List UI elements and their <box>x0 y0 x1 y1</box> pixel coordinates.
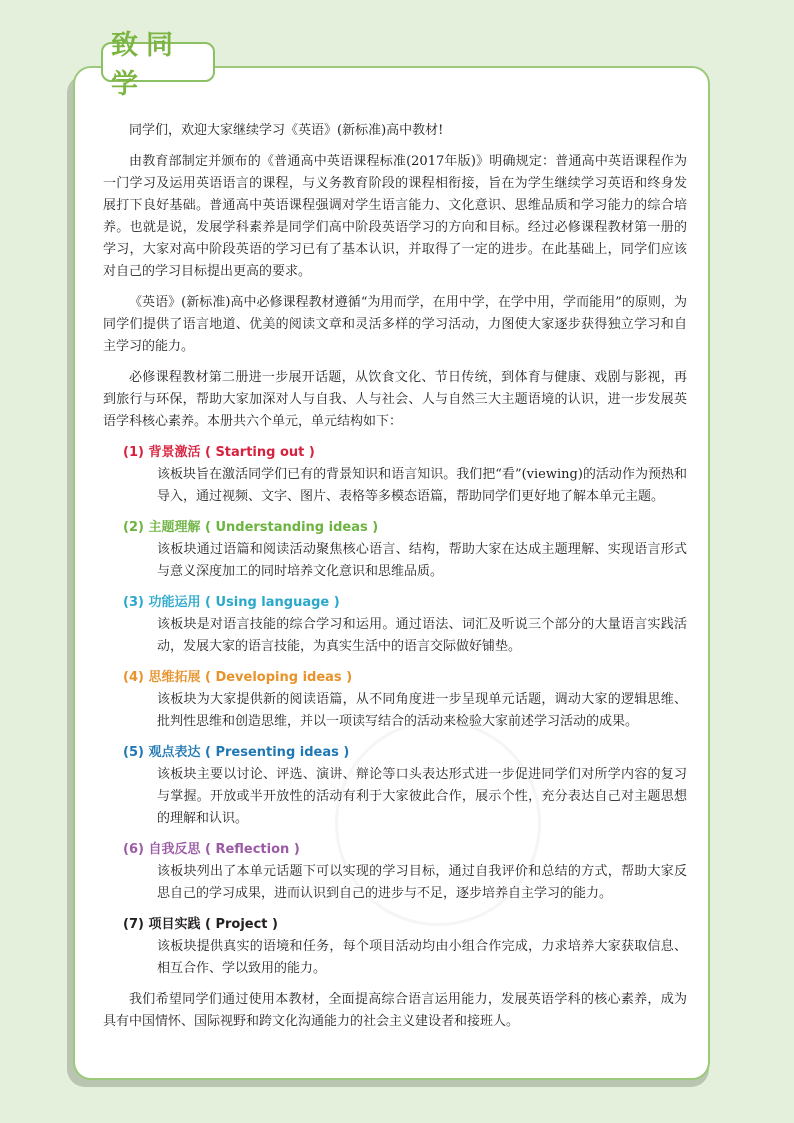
paragraph-textbook-principle: 《英语》(新标准)高中必修课程教材遵循“为用而学，在用中学，在学中用，学而能用”的原则，为同学们提供了语言地道、优美的阅读文章和灵活多样的学习活动，力图使大家逐步获得独立学习和自主学习的能力。 <box>103 295 687 354</box>
section-heading: (3) 功能运用 ( Using language ) <box>123 595 340 610</box>
section-description: 该板块通过语篇和阅读活动聚焦核心语言、结构，帮助大家在达成主题理解、实现语言形式与意义深度加工的同时培养文化意识和思维品质。 <box>157 542 687 579</box>
paragraph-curriculum-standard: 由教育部制定并颁布的《普通高中英语课程标准(2017年版)》明确规定：普通高中英语课程作为一门学习及运用英语语言的课程，与义务教育阶段的课程相衔接，旨在为学生继续学习英语和终身发展打下良好基础。普通高中英语课程强调对学生语言能力、文化意识、思维品质和学习能力的综合培养。也就是说，发展学科素养是同学们高中阶段英语学习的方向和目标。经过必修课程教材第一册的学习，大家对高中阶段英语的学习已有了基本认识，并取得了一定的进步。在此基础上，同学们应该对自己的学习目标提出更高的要求。 <box>103 154 687 279</box>
section-using-language <box>123 592 687 658</box>
section-description: 该板块是对语言技能的综合学习和运用。通过语法、词汇及听说三个部分的大量语言实践活动，发展大家的语言技能，为真实生活中的语言交际做好铺垫。 <box>157 617 687 654</box>
section-heading: (7) 项目实践 ( Project ) <box>123 917 278 932</box>
section-heading: (2) 主题理解 ( Understanding ideas ) <box>123 520 379 535</box>
section-heading: (6) 自我反思 ( Reflection ) <box>123 842 300 857</box>
paragraph-book-overview: 必修课程教材第二册进一步展开话题，从饮食文化、节日传统，到体育与健康、戏剧与影视，再到旅行与环保，帮助大家加深对人与自我、人与社会、人与自然三大主题语境的认识，进一步发展英语学科核心素养。本册共六个单元，单元结构如下： <box>103 370 687 429</box>
section-project <box>123 914 687 980</box>
section-understanding-ideas <box>123 517 687 583</box>
letter-body <box>103 120 687 1042</box>
section-heading: (4) 思维拓展 ( Developing ideas ) <box>123 670 353 685</box>
section-developing-ideas <box>123 667 687 733</box>
section-description: 该板块主要以讨论、评选、演讲、辩论等口头表达形式进一步促进同学们对所学内容的复习与掌握。开放或半开放性的活动有利于大家彼此合作，展示个性，充分表达自己对主题思想的理解和认识。 <box>157 767 687 826</box>
section-heading: (5) 观点表达 ( Presenting ideas ) <box>123 745 350 760</box>
section-description: 该板块列出了本单元话题下可以实现的学习目标，通过自我评价和总结的方式，帮助大家反思自己的学习成果，进而认识到自己的进步与不足，逐步培养自主学习的能力。 <box>157 864 687 901</box>
section-reflection <box>123 839 687 905</box>
section-description: 该板块提供真实的语境和任务，每个项目活动均由小组合作完成，力求培养大家获取信息、相互合作、学以致用的能力。 <box>157 939 687 976</box>
section-description: 该板块旨在激活同学们已有的背景知识和语言知识。我们把“看”(viewing)的活动作为预热和导入，通过视频、文字、图片、表格等多模态语篇，帮助同学们更好地了解本单元主题。 <box>157 467 687 504</box>
section-heading: (1) 背景激活 ( Starting out ) <box>123 445 315 460</box>
section-presenting-ideas <box>123 742 687 830</box>
closing-paragraph: 我们希望同学们通过使用本教材，全面提高综合语言运用能力，发展英语学科的核心素养，成为具有中国情怀、国际视野和跨文化沟通能力的社会主义建设者和接班人。 <box>103 992 687 1029</box>
section-starting-out <box>123 442 687 508</box>
page-title: 致同学 <box>111 30 181 100</box>
title-tab <box>101 30 215 100</box>
greeting-paragraph: 同学们，欢迎大家继续学习《英语》(新标准)高中教材! <box>129 123 444 138</box>
section-description: 该板块为大家提供新的阅读语篇，从不同角度进一步呈现单元话题，调动大家的逻辑思维、批判性思维和创造思维，并以一项读写结合的活动来检验大家前述学习活动的成果。 <box>157 692 687 729</box>
